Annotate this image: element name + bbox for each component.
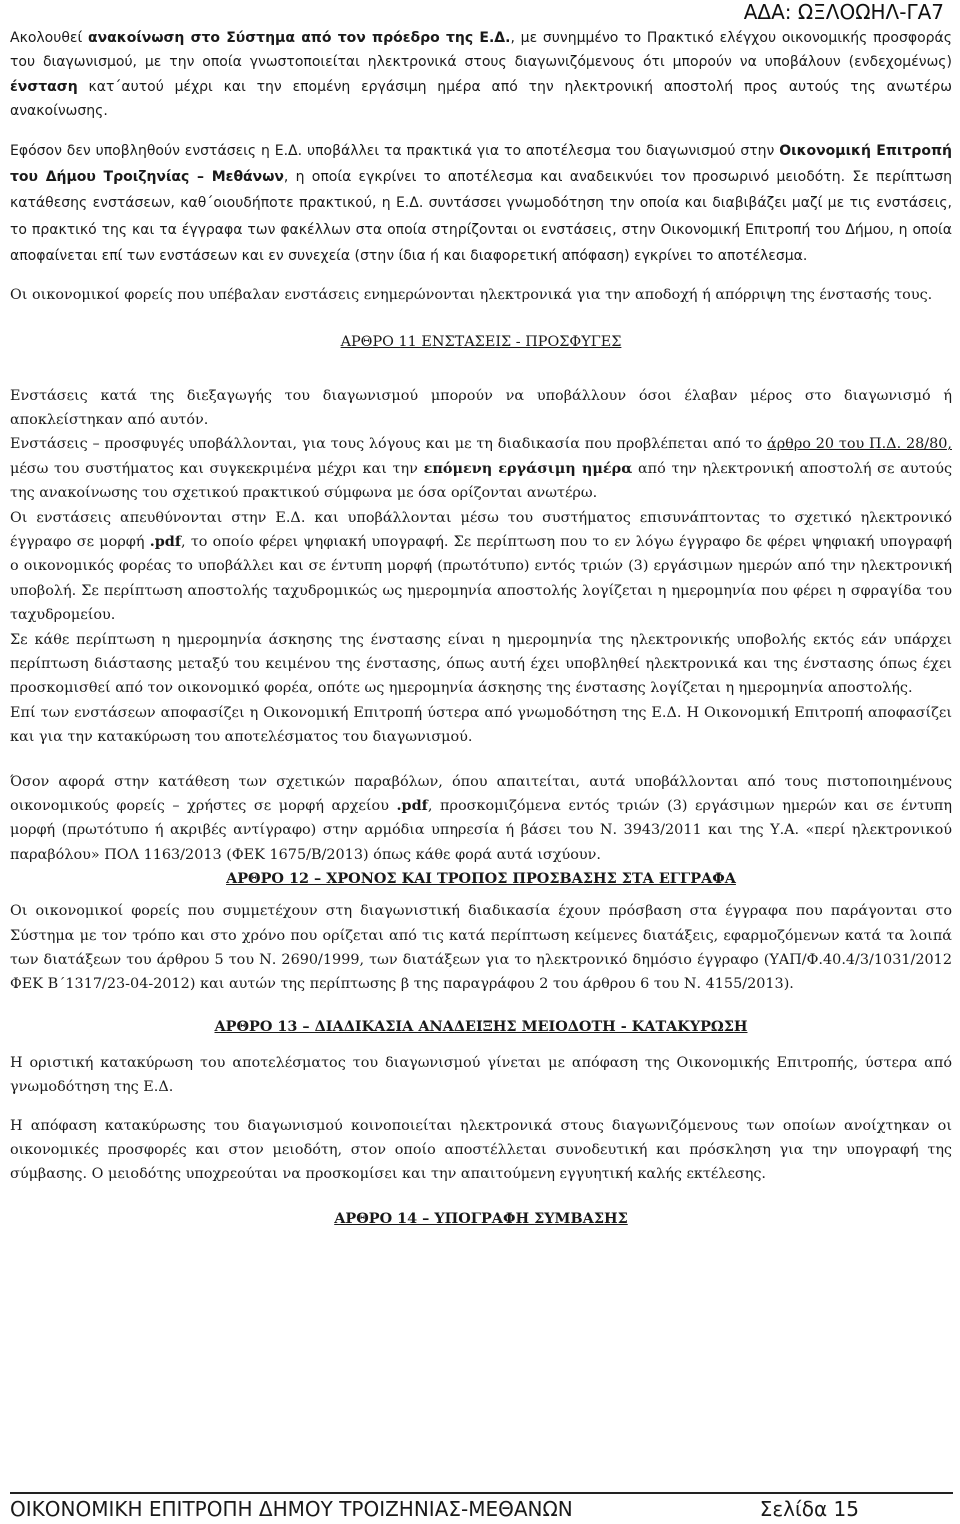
paragraph-objections-who: Ενστάσεις κατά της διεξαγωγής του διαγωνισμού μπορούν να υποβάλλουν όσοι έλαβαν μέρος στο διαγωνισμό ή αποκλείστηκαν από αυτόν. bbox=[10, 387, 952, 428]
text-bold: επόμενη εργάσιμη ημέρα bbox=[423, 459, 633, 477]
law-reference-link[interactable]: άρθρο 20 του Π.Δ. 28/80, bbox=[767, 436, 952, 453]
text: Οι ενστάσεις απευθύνονται στην Ε.Δ. και υποβάλλονται μέσω του συστήματος επισυνάπτοντας το σχετικό ηλεκτρονικό έγγραφο σε μορφή bbox=[10, 509, 952, 550]
paragraph-notification: Οι οικονομικοί φορείς που υπέβαλαν ενστάσεις ενημερώνονται ηλεκτρονικά για την αποδοχή ή απόρριψη της ένστασής τους. bbox=[10, 287, 933, 304]
text: Εφόσον δεν υποβληθούν ενστάσεις η Ε.Δ. υποβάλλει τα πρακτικά για το αποτέλεσμα του διαγωνισμού στην bbox=[10, 142, 780, 159]
footer-page-number: Σελίδα 15 bbox=[759, 1497, 859, 1521]
text: , το οποίο φέρει ψηφιακή υπογραφή. Σε περίπτωση που το εν λόγω έγγραφο δε φέρει ψηφιακή υπογραφή ο οικονομικός φορέας το υποβάλλει και σε έντυπη μορφή (πρωτότυπο) εντός τριών (3) εργάσιμων ημερών από την ηλεκτρονική υποβολή. Σε περίπτωση αποστολής ταχυδρομικώς ως ημερομηνία αποστολής λογίζεται η ημερομηνία που φέρει η σφραγίδα του ταχυδρομείου. bbox=[10, 533, 952, 624]
text-bold: .pdf bbox=[149, 532, 182, 550]
text-bold: Οικονομική Επιτροπή του Δήμου Τροιζηνίας – Μεθάνων bbox=[10, 142, 952, 185]
article-12-heading: ΑΡΘΡΟ 12 – ΧΡΟΝΟΣ ΚΑΙ ΤΡΟΠΟΣ ΠΡΟΣΒΑΣΗΣ ΣΤΑ ΕΓΓΡΑΦΑ bbox=[226, 870, 736, 888]
paragraph-document-access: Οι οικονομικοί φορείς που συμμετέχουν στη διαγωνιστική διαδικασία έχουν πρόσβαση στα έγγραφα που παράγονται στο Σύστημα με τον τρόπο και στο χρόνο που ορίζεται από τις κατά περίπτωση κείμενες διατάξεις, εφαρμοζόμενων κατά τα λοιπά των διατάξεων του άρθρου 5 του Ν. 2690/1999, των διατάξεων για το ηλεκτρονικό δημόσιο έγγραφο (ΥΑΠ/Φ.40.4/3/1031/2012 ΦΕΚ Β΄1317/23-04-2012) και αυτών της περίπτωσης β της παραγράφου 2 του άρθρου 6 του Ν. 4155/2013). bbox=[10, 903, 952, 993]
footer-committee-name: ΟΙΚΟΝΟΜΙΚΗ ΕΠΙΤΡΟΠΗ ΔΗΜΟΥ ΤΡΟΙΖΗΝΙΑΣ-ΜΕΘΑΝΩΝ bbox=[10, 1497, 573, 1521]
text: μέσω του συστήματος και συγκεκριμένα μέχρι και την bbox=[10, 460, 424, 477]
text: , η οποία εγκρίνει το αποτέλεσμα και αναδεικνύει τον προσωρινό μειοδότη. Σε περίπτωση κατάθεσης ενστάσεων, καθ΄οιουδήποτε πρακτικού, η Ε.Δ. συντάσσει γνωμοδότηση την οποία και διαβιβάζει μαζί με τις ενστάσεις, το πρακτικό της και τα έγγραφα των φακέλλων στα οποία στηρίζονται οι ενστάσεις, στην Οικονομική Επιτροπή του Δήμου, η οποία αποφαίνεται επί των ενστάσεων και εν συνεχεία (στην ίδια ή και διαφορετική απόφαση) εγκρίνει το αποτέλεσμα. bbox=[10, 168, 953, 264]
paragraph-award-notification: Η απόφαση κατακύρωσης του διαγωνισμού κοινοποιείται ηλεκτρονικά στους διαγωνιζόμενους των οποίων ανοίχτηκαν οι οικονομικές προσφορές και στον μειοδότη, στον οποίο αποστέλλεται συνοδευτική και πρόσκληση για την υπογραφή της σύμβασης. Ο μειοδότης υποχρεούται να προσκομίσει και την απαιτούμενη εγγυητική καλής εκτέλεσης. bbox=[10, 1117, 952, 1183]
text: , προσκομιζόμενα εντός τριών (3) εργάσιμων ημερών και σε έντυπη μορφή (πρωτότυπο ή ακριβές αντίγραφο) στην αρμόδια υπηρεσία ή βάσει του Ν. 3943/2011 και της Υ.Α. «περί ηλεκτρονικού παραβόλου» ΠΟΛ 1163/2013 (ΦΕΚ 1675/Β/2013) όπως κάθε φορά αυτά ισχύουν. bbox=[10, 798, 952, 863]
text: από την ηλεκτρονική αποστολή σε αυτούς της ανακοίνωσης του σχετικού πρακτικού σύμφωνα με όσα ορίζονται ανωτέρω. bbox=[10, 460, 953, 502]
document-body bbox=[10, 26, 952, 1231]
paragraph-announcement bbox=[10, 26, 952, 124]
article-13-heading: ΑΡΘΡΟ 13 – ΔΙΑΔΙΚΑΣΙΑ ΑΝΑΔΕΙΞΗΣ ΜΕΙΟΔΟΤΗ - ΚΑΤΑΚΥΡΩΣΗ bbox=[214, 1017, 748, 1035]
ada-code: ΑΔΑ: ΩΞΛΟΩΗΛ-ΓΑ7 bbox=[743, 0, 944, 24]
page-footer bbox=[10, 1492, 953, 1523]
paragraph-final-award: Η οριστική κατακύρωση του αποτελέσματος του διαγωνισμού γίνεται με απόφαση της Οικονομικής Επιτροπής, ύστερα από γνωμοδότηση της Ε.Δ. bbox=[10, 1054, 952, 1096]
article-14-heading: ΑΡΘΡΟ 14 – ΥΠΟΓΡΑΦΗ ΣΥΜΒΑΣΗΣ bbox=[334, 1209, 628, 1227]
text-bold: .pdf bbox=[396, 797, 428, 815]
paragraph-no-objections bbox=[10, 138, 952, 269]
paragraph-committee-decision: Επί των ενστάσεων αποφασίζει η Οικονομική Επιτροπή ύστερα από γνωμοδότηση της Ε.Δ. Η Οικονομική Επιτροπή αποφασίζει και για την κατακύρωση του αποτελέσματος του διαγωνισμού. bbox=[10, 704, 952, 746]
paragraph-objection-date: Σε κάθε περίπτωση η ημερομηνία άσκησης της ένστασης είναι η ημερομηνία της ηλεκτρονικής υποβολής εκτός εάν υπάρχει περίπτωση διάστασης μεταξύ του κειμένου της ένστασης, όπως αυτή έχει υποβληθεί ηλεκτρονικά και της ένστασης όπως έχει προσκομισθεί από τον οικονομικό φορέα, οπότε ως ημερομηνία άσκησης της ένστασης λογίζεται η ημερομηνία αποστολής. bbox=[10, 631, 952, 697]
text-bold: ανακοίνωση στο Σύστημα από τον πρόεδρο της Ε.Δ. bbox=[88, 30, 511, 46]
paragraph-objections-submission bbox=[10, 506, 952, 628]
text: κατ΄αυτού μέχρι και την επομένη εργάσιμη ημέρα από την ηλεκτρονική αποστολή προς αυτούς της ανωτέρω ανακοίνωσης. bbox=[10, 78, 952, 120]
text: Όσον αφορά στην κατάθεση των σχετικών παραβόλων, όπου απαιτείται, αυτά υποβάλλονται από τους πιστοποιημένους οικονομικούς φορείς – χρήστες σε μορφή αρχείου bbox=[10, 773, 952, 815]
paragraph-objections-how bbox=[10, 432, 952, 505]
paragraph-fees bbox=[10, 770, 952, 868]
text: Ακολουθεί bbox=[10, 30, 88, 46]
text: , με συνημμένο το Πρακτικό ελέγχου οικονομικής προσφοράς του διαγωνισμού, με την οποία γνωστοποιείται ηλεκτρονικά στους διαγωνιζόμενους ότι μπορούν να υποβάλουν (ενδεχομένως) bbox=[10, 30, 952, 71]
text-bold: ένσταση bbox=[10, 78, 78, 95]
text: Ενστάσεις – προσφυγές υποβάλλονται, για τους λόγους και με τη διαδικασία που προβλέπεται από το bbox=[10, 436, 767, 453]
article-11-heading: ΑΡΘΡΟ 11 ΕΝΣΤΑΣΕΙΣ - ΠΡΟΣΦΥΓΕΣ bbox=[340, 333, 622, 350]
